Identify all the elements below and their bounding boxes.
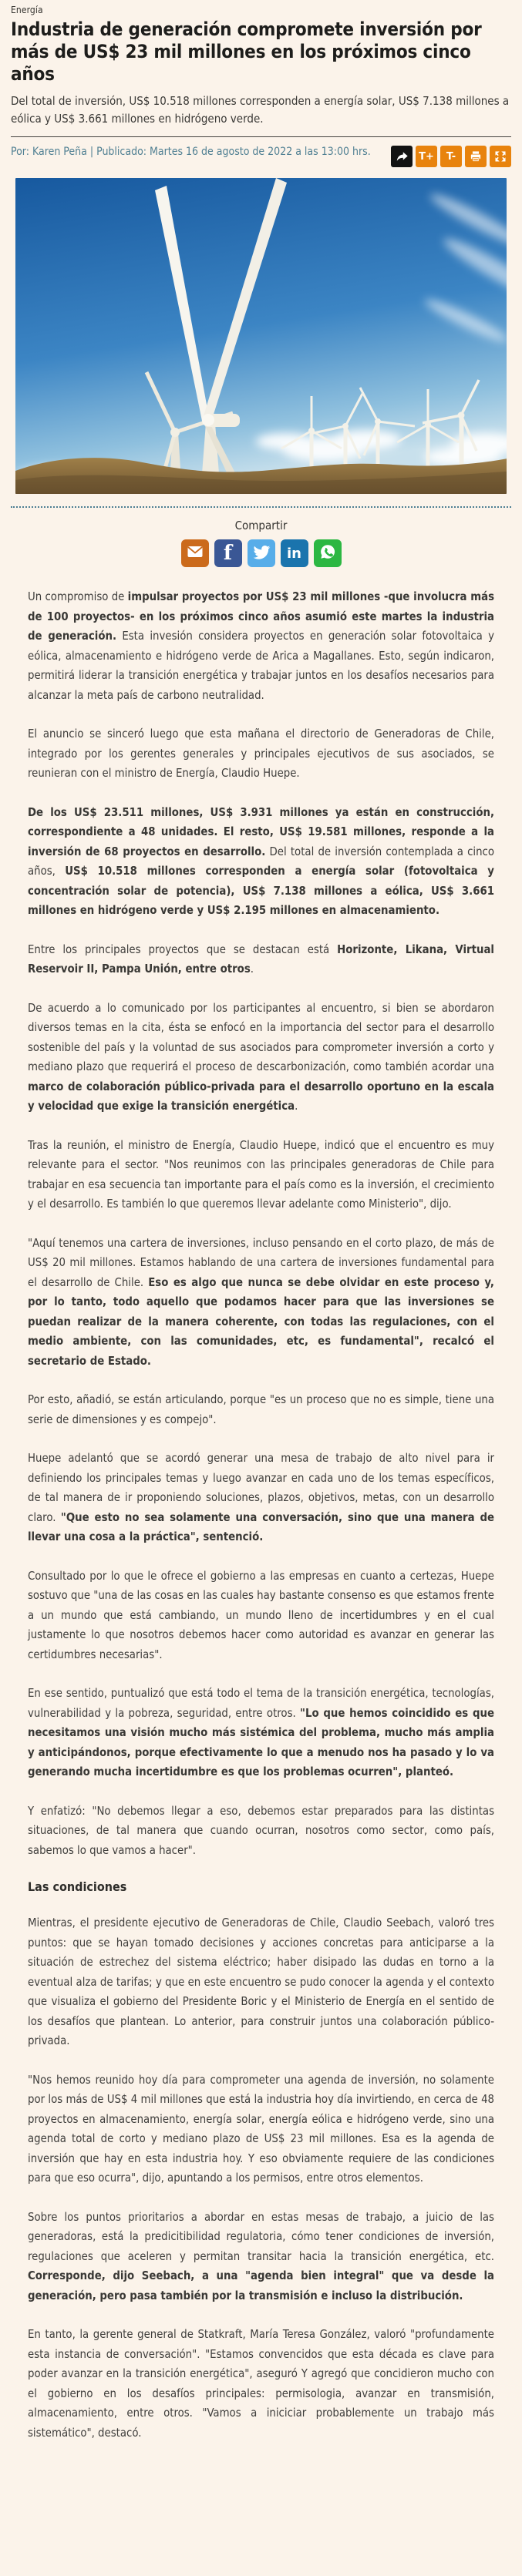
share-twitter-button[interactable] bbox=[248, 539, 275, 567]
share-forward-icon bbox=[395, 149, 409, 163]
hero-image-wind-turbines bbox=[15, 178, 507, 494]
expand-arrows-icon bbox=[493, 149, 507, 163]
article-paragraph: Consultado por lo que le ofrece el gobierno a las empresas en cuanto a certezas, Huepe sostuvo que "una de las cosas en las cuales hay bastante consenso es que estamos frente a un mundo que está cambiando, un mundo lleno de incertidumbres y en el cual justamente lo que nosotros debemos hacer como autoridad es avanzar en generar las certidumbres necesarias". bbox=[28, 1569, 494, 1661]
article-toolbar bbox=[391, 146, 511, 167]
article-paragraph: Sobre los puntos prioritarios a abordar en estas mesas de trabajo, a juicio de las generadoras, está la predicitibilidad regulatoria, cómo tener condiciones de inversión, regulaciones que aceleren y permitan transitar hacia la transición energética, etc. Corresponde, dijo Seebach, a una "agenda bien integral" que va desde la generación, pero pasa también por la transmisión e incluso la distribución. bbox=[28, 2210, 494, 2302]
email-envelope-icon bbox=[186, 542, 204, 564]
section-heading: Las condiciones bbox=[28, 1879, 127, 1895]
article-paragraph: Tras la reunión, el ministro de Energía, Claudio Huepe, indicó que el encuentro es muy relevante para el sector. "Nos reunimos con las principales generadoras de Chile para trabajar en esa secuencia tan importante para el país como es la inversión, el crecimiento y el desarrollo. Es también lo que queremos llevar adelante como Ministerio", dijo. bbox=[28, 1138, 494, 1211]
share-facebook-button[interactable] bbox=[214, 539, 242, 567]
byline-row bbox=[11, 137, 511, 175]
font-decrease-button[interactable]: T- bbox=[440, 146, 462, 167]
article-paragraph: Mientras, el presidente ejecutivo de Generadoras de Chile, Claudio Seebach, valoró tres puntos: que se hayan tomado decisiones y acciones concretas para anticiparse a la situación de estrechez del sistema eléctrico; haber disipado las dudas en torno a la eventual alza de tarifas; y que en este encuentro se pudo conocer la agenda y el contexto que visualiza el gobierno del Presidente Boric y el Ministerio de Energía en el sentido de los desafíos que plantean. Lo anterior, para construir juntos una colaboración público-privada. bbox=[28, 1916, 494, 2048]
article-paragraph: "Aquí tenemos una cartera de inversiones, incluso pensando en el corto plazo, de más de US$ 20 mil millones. Estamos hablando de una cartera de inversiones fundamental para el desarrollo de Chile. Eso es algo que nunca se debe olvidar en este proceso y, por lo tanto, todo aquello que podamos hacer para que las inversiones se puedan realizar de la manera coherente, con todas las regulaciones, con el medio ambiente, con las comunidades, etc, es fundamental", recalcó el secretario de Estado. bbox=[28, 1236, 494, 1368]
article-paragraph: "Nos hemos reunido hoy día para comprometer una agenda de inversión, no solamente por los más de US$ 4 mil millones que está la industria hoy día invirtiendo, en cerca de 48 proyectos en almacenamiento, energía solar, energía eólica e hidrógeno verde, sino una agenda total de corto y mediano plazo de US$ 23 mil millones. Esa es la agenda de inversión que hay en esta industria hoy. Y eso obviamente requiere de las condiciones para que eso ocurra", dijo, apuntando a los permisos, entre otros elementos. bbox=[28, 2073, 494, 2185]
font-increase-button[interactable]: T+ bbox=[416, 146, 437, 167]
article-paragraph: De los US$ 23.511 millones, US$ 3.931 millones ya están en construcción, correspondiente a 48 unidades. El resto, US$ 19.581 millones, responde a la inversión de 68 proyectos en desarrollo. Del total de inversión contemplada a cinco años, US$ 10.518 millones corresponden a energía solar (fotovoltaica y concentración solar de potencia), US$ 7.138 millones a eólica, US$ 3.661 millones en hidrógeno verde y US$ 2.195 millones en almacenamiento. bbox=[28, 805, 495, 918]
article-paragraph: Y enfatizó: "No debemos llegar a eso, debemos estar preparados para las distintas situaciones, de tal manera que cuando ocurran, nosotros como sector, como país, sabemos lo que vamos a hacer". bbox=[28, 1804, 494, 1857]
twitter-bird-icon bbox=[251, 542, 271, 565]
article-paragraph: En tanto, la gerente general de Statkraft, María Teresa González, valoró "profundamente esta instancia de conversación". "Estamos convencidos que esta década es clave para poder avanzar en la transición energética", aseguró Y agregó que concidieron mucho con el gobierno en los desafíos principales: permisologia, avanzar en transmisión, almacenamiento, entre otros. "Vamos a iniciciar probablemente un trabajo más sistemático", destacó. bbox=[28, 2328, 494, 2440]
article-paragraph: Por esto, añadió, se están articulando, porque "es un proceso que no es simple, tiene una serie de dimensiones y es compejo". bbox=[28, 1393, 494, 1426]
printer-icon bbox=[469, 149, 483, 163]
article-body bbox=[11, 587, 511, 2443]
share-button[interactable] bbox=[391, 146, 413, 167]
dotted-divider bbox=[11, 506, 511, 508]
linkedin-icon: in bbox=[287, 545, 301, 562]
print-button[interactable] bbox=[465, 146, 487, 167]
share-icons-row bbox=[11, 539, 511, 567]
facebook-icon: f bbox=[223, 542, 233, 566]
article-title: Industria de generación compromete inversión por más de US$ 23 mil millones en los próximos cinco años bbox=[11, 18, 482, 85]
fullscreen-button[interactable] bbox=[490, 146, 511, 167]
article-paragraph: En ese sentido, puntualizó que está todo el tema de la transición energética, tecnologías, vulnerabilidad y la pobreza, seguridad, entre otros. "Lo que hemos coincidido es que necesitamos una visión mucho más sistémica del problema, mucho más amplia y anticipándonos, porque efectivamente lo que a menudo nos ha pasado y lo va generando mucha incertidumbre es que los problemas ocurren", planteó. bbox=[28, 1687, 494, 1779]
byline: Por: Karen Peña | Publicado: Martes 16 de agosto de 2022 a las 13:00 hrs. bbox=[11, 146, 371, 159]
whatsapp-icon bbox=[318, 542, 338, 565]
share-label: Compartir bbox=[234, 519, 288, 533]
article-paragraph: Huepe adelantó que se acordó generar una mesa de trabajo de alto nivel para ir definiendo los principales temas y luego avanzar en cada uno de los temas específicos, de tal manera de ir proponiendo soluciones, plazos, objetivos, metas, con un desarrollo claro. "Que esto no sea solamente una conversación, sino que una manera de llevar una cosa a la práctica", sentenció. bbox=[28, 1452, 495, 1544]
category-label[interactable]: Energía bbox=[11, 5, 43, 15]
share-linkedin-button[interactable] bbox=[281, 539, 308, 567]
article-paragraph: Un compromiso de impulsar proyectos por US$ 23 mil millones -que involucra más de 100 proyectos- en los próximos cinco años asumió este martes la industria de generación. Esta invesión considera proyectos en generación solar fotovoltaica y eólica, almacenamiento e hidrógeno verde de Arica a Magallanes. Esto, según indicaron, permitirá liderar la transición energética y trabajar juntos en los desafíos necesarios para alcanzar la meta país de carbono neutralidad. bbox=[28, 590, 494, 702]
article-paragraph: Entre los principales proyectos que se destacan está Horizonte, Likana, Virtual Reservoir II, Pampa Unión, entre otros. bbox=[28, 942, 494, 976]
article-paragraph: De acuerdo a lo comunicado por los participantes al encuentro, si bien se abordaron diversos temas en la cita, ésta se enfocó en la importancia del sector para el desarrollo sostenible del país y la voluntad de sus asociados para comprometer inversión a corto y mediano plazo que requerirá el proceso de descarbonización, como también acordar una marco de colaboración público-privada para el desarrollo oportuno en la escala y velocidad que exige la transición energética. bbox=[28, 1001, 494, 1113]
article-lead: Del total de inversión, US$ 10.518 millones corresponden a energía solar, US$ 7.138 millones a eólica y US$ 3.661 millones en hidrógeno verde. bbox=[11, 94, 510, 126]
share-email-button[interactable] bbox=[181, 539, 209, 567]
share-whatsapp-button[interactable] bbox=[314, 539, 342, 567]
article-paragraph: El anuncio se sinceró luego que esta mañana el directorio de Generadoras de Chile, integrado por los gerentes generales y principales ejecutivos de sus asociados, se reunieran con el ministro de Energía, Claudio Huepe. bbox=[28, 727, 494, 781]
